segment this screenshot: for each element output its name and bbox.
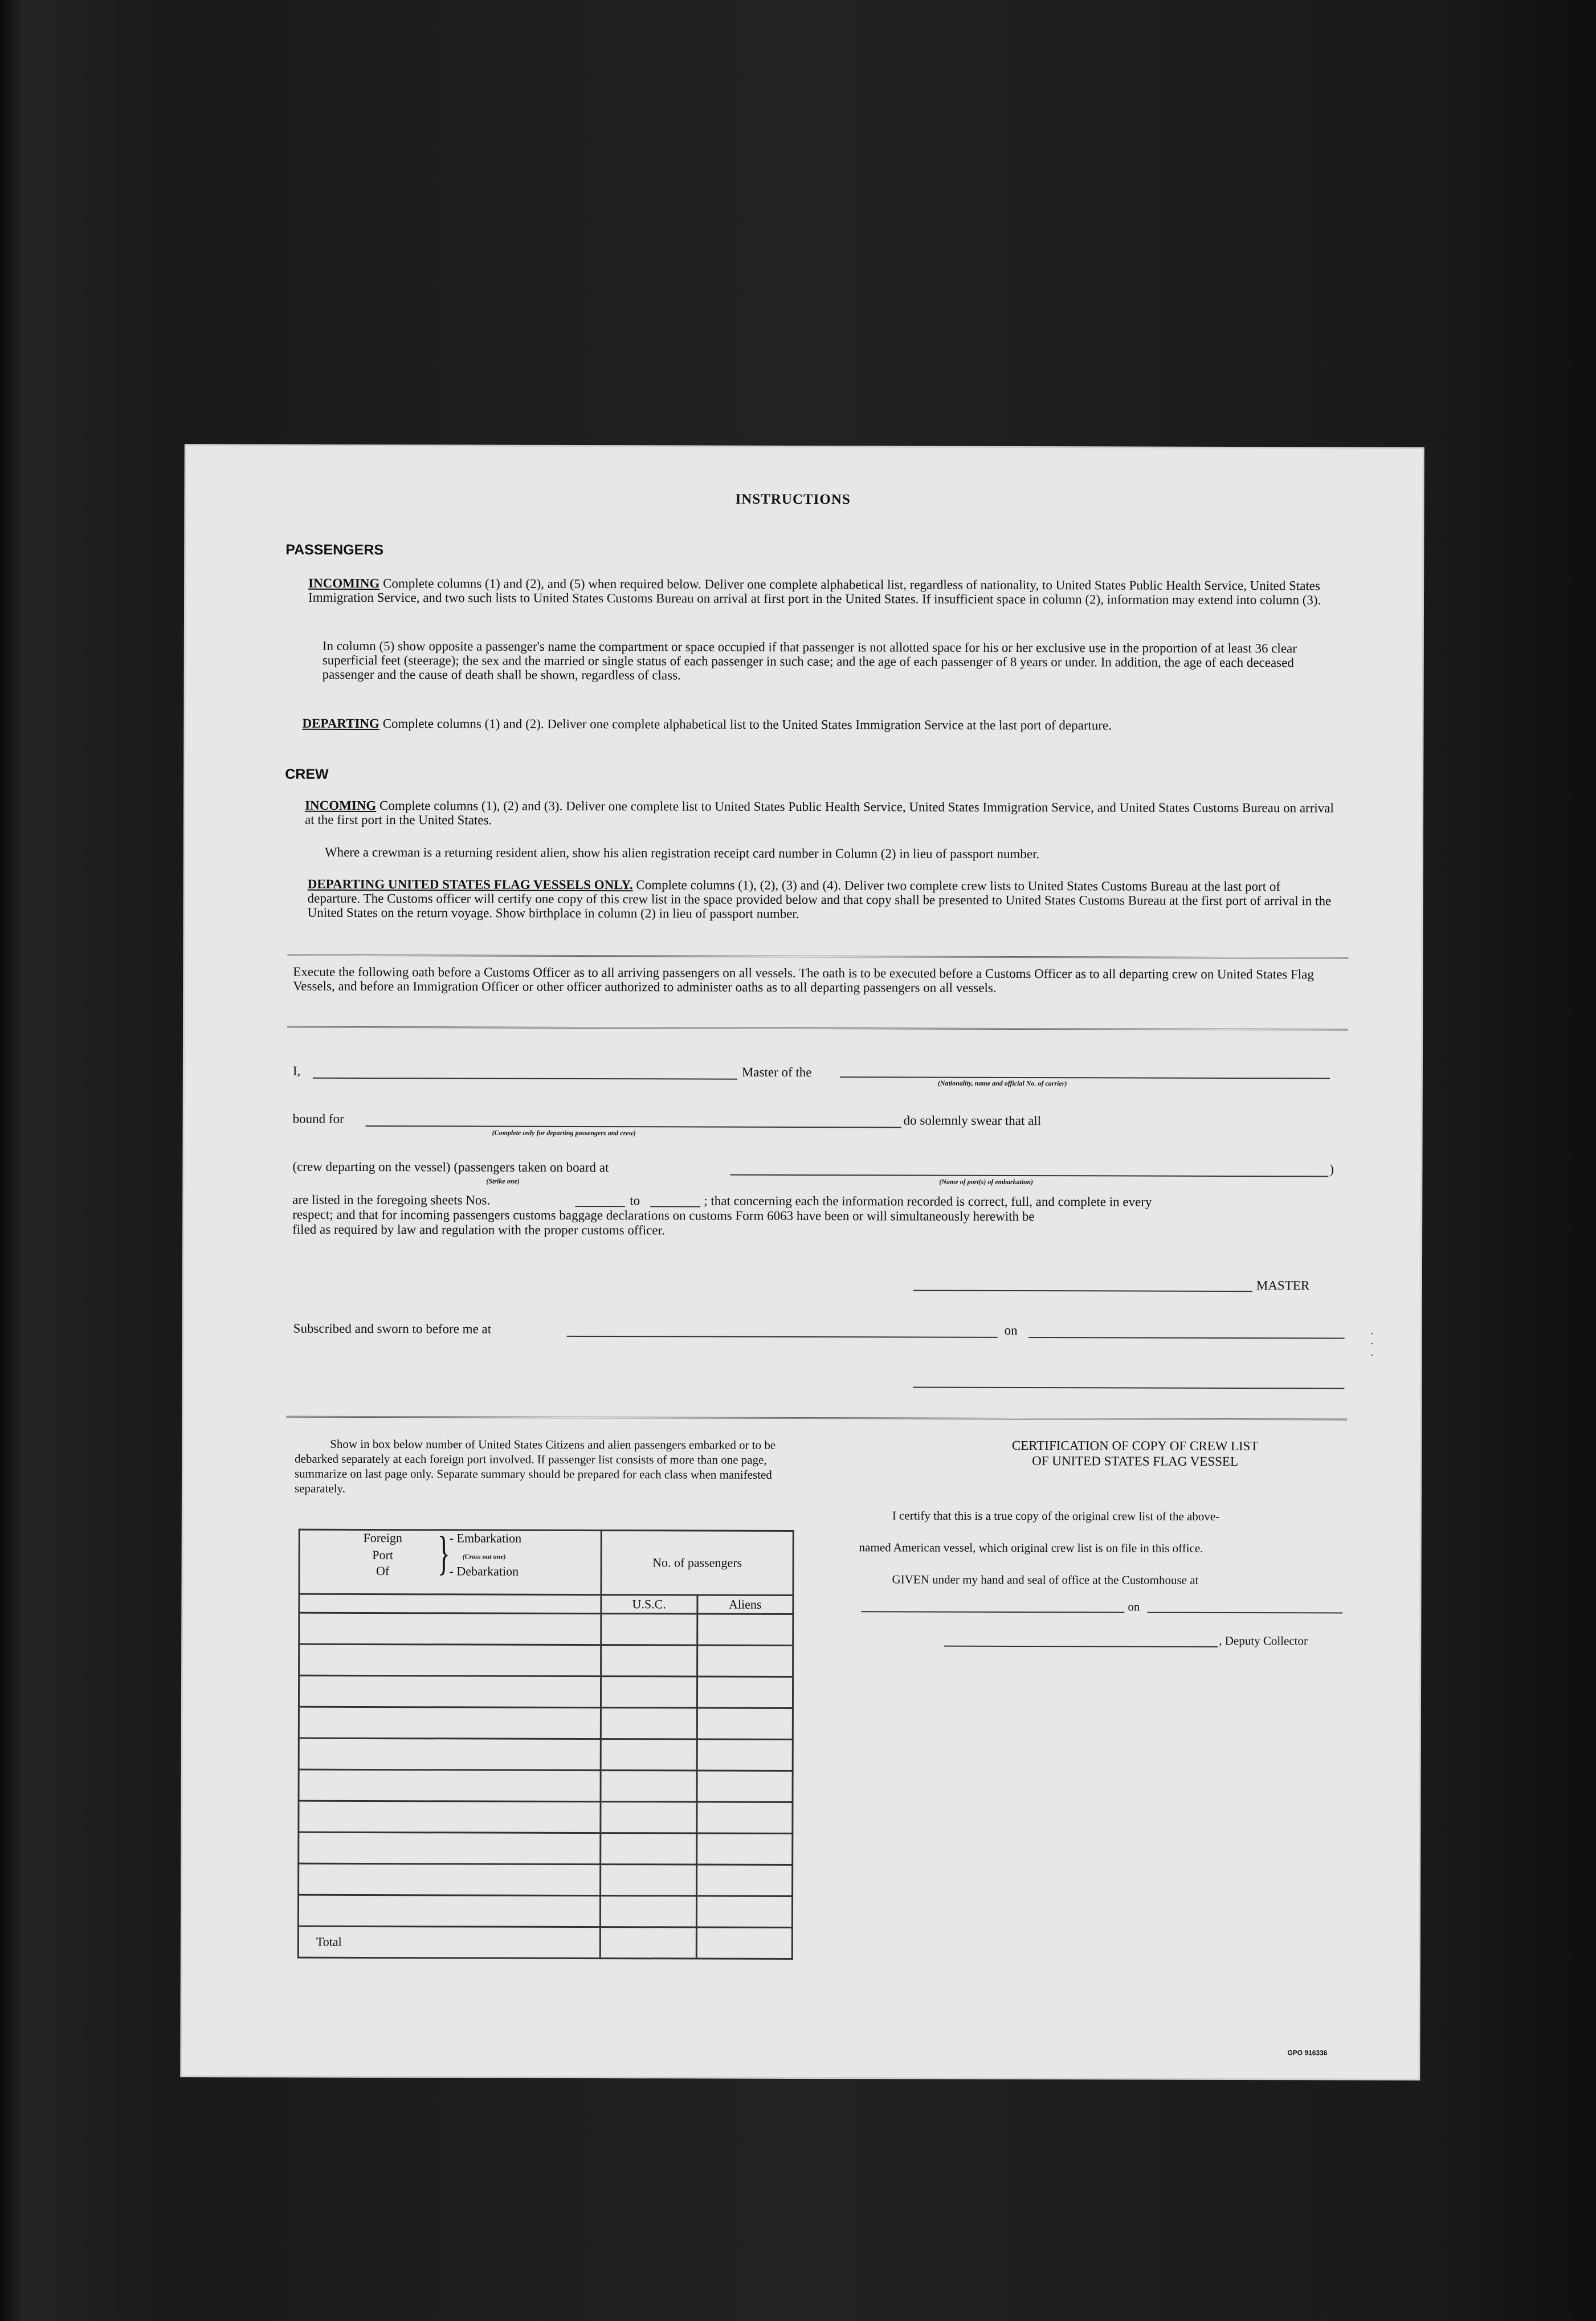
table-row <box>299 1707 793 1739</box>
divider <box>286 1416 1347 1421</box>
aliens-cell[interactable] <box>696 1802 793 1833</box>
subscribed-place-line <box>567 1336 998 1338</box>
passengers-heading: PASSENGERS <box>285 541 384 558</box>
oath-i-label: I, <box>292 1063 301 1078</box>
aliens-cell[interactable] <box>697 1645 793 1676</box>
sheets-text: are listed in the foregoing sheets Nos. <box>292 1192 491 1208</box>
sheet-from-line <box>575 1206 625 1207</box>
crew-incoming-paragraph <box>305 798 1336 830</box>
port-cell[interactable] <box>299 1644 601 1676</box>
master-of-the-label: Master of the <box>741 1064 812 1080</box>
master-name-line <box>313 1078 737 1080</box>
crew-departing-label: DEPARTING UNITED STATES FLAG VESSELS ONLY. <box>307 876 633 892</box>
usc-header: U.S.C. <box>601 1595 697 1614</box>
aliens-cell[interactable] <box>697 1708 793 1739</box>
total-label <box>298 1926 600 1958</box>
sheets-text-line3: filed as required by law and regulation with the proper customs officer. <box>292 1222 665 1238</box>
cert-date-line <box>1147 1612 1342 1614</box>
crew-heading: CREW <box>285 766 329 782</box>
master-label: MASTER <box>1256 1278 1310 1293</box>
table-row <box>299 1675 793 1708</box>
crew-incoming-label: INCOMING <box>305 798 377 813</box>
debarkation-label: - Debarkation <box>449 1564 519 1578</box>
port-cell[interactable] <box>298 1895 600 1927</box>
passengers-departing-paragraph <box>302 716 1336 733</box>
port-cell[interactable] <box>299 1707 601 1739</box>
sheet-to-line <box>650 1206 700 1207</box>
table-row <box>299 1738 793 1771</box>
aliens-cell[interactable] <box>697 1771 793 1802</box>
instructions-title: INSTRUCTIONS <box>735 491 851 508</box>
cert-on-label: on <box>1128 1600 1140 1614</box>
bound-for-line <box>366 1125 901 1128</box>
crew-departing-label: (crew departing on the vessel) (passengers taken on board at <box>292 1159 609 1175</box>
close-paren: ) <box>1329 1162 1334 1177</box>
aliens-cell[interactable] <box>696 1896 793 1927</box>
certify-line1: I certify that this is a true copy of the original crew list of the above- <box>892 1508 1220 1523</box>
port-cell[interactable] <box>299 1863 601 1895</box>
margin-mark: · <box>1370 1337 1374 1351</box>
passengers-departing-text: Complete columns (1) and (2). Deliver one complete alphabetical list to the United States Immigration Service at the last port of departure. <box>382 716 1112 733</box>
total-row <box>298 1926 792 1959</box>
subscribed-on-label: on <box>1004 1323 1018 1337</box>
table-row <box>299 1769 793 1802</box>
margin-mark: · <box>1370 1327 1374 1340</box>
divider <box>287 1026 1348 1031</box>
foreign-label: Foreign <box>363 1530 402 1545</box>
embarkation-label: - Embarkation <box>449 1531 522 1545</box>
usc-cell[interactable] <box>601 1645 697 1676</box>
port-cell[interactable] <box>299 1769 601 1801</box>
usc-cell[interactable] <box>601 1771 697 1802</box>
usc-cell[interactable] <box>601 1614 697 1645</box>
usc-cell[interactable] <box>601 1802 697 1833</box>
divider <box>287 954 1348 959</box>
embarkation-port-line <box>730 1174 1328 1177</box>
port-label: Port <box>372 1548 394 1563</box>
table-row <box>299 1863 793 1896</box>
crew-incoming-text: Complete columns (1), (2) and (3). Deliver one complete list to United States Public Health Service, United States Immigration Service, and United States Customs Bureau on arrival at the first port in the United States. <box>304 798 1334 827</box>
aliens-cell[interactable] <box>696 1833 793 1865</box>
usc-total-cell[interactable] <box>600 1927 696 1959</box>
aliens-cell[interactable] <box>696 1865 793 1896</box>
aliens-cell[interactable] <box>697 1676 793 1708</box>
subscribed-date-line <box>1028 1337 1345 1339</box>
aliens-cell[interactable] <box>697 1614 793 1645</box>
port-cell[interactable] <box>299 1832 601 1864</box>
passengers-incoming-label: INCOMING <box>308 576 380 591</box>
port-caption: (Name of port(s) of embarkation) <box>939 1177 1034 1186</box>
sheets-to-label: to <box>630 1193 640 1208</box>
cross-out-caption: (Cross out one) <box>462 1552 506 1561</box>
crew-departing-paragraph <box>308 877 1333 923</box>
foreign-port-header <box>299 1529 601 1594</box>
table-row <box>299 1832 793 1865</box>
certify-line2: named American vessel, which original crew list is on file in this office. <box>859 1540 1203 1555</box>
customhouse-line <box>861 1611 1124 1613</box>
strike-one-caption: (Strike one) <box>486 1177 520 1185</box>
nationality-caption: (Nationality, name and official No. of carrier) <box>937 1079 1067 1088</box>
master-signature-line <box>913 1290 1252 1292</box>
given-line: GIVEN under my hand and seal of office at the Customhouse at <box>892 1572 1199 1587</box>
gpo-number: GPO 916336 <box>1287 2049 1328 2057</box>
subscribed-label: Subscribed and sworn to before me at <box>293 1321 492 1336</box>
crew-departing-text: Complete columns (1), (2), (3) and (4). Deliver two complete crew lists to United States Customs Bureau at the last port of departure. The Customs officer will certify one copy of this crew list in the space provided below and that copy shall be presented to United States Customs Bureau at the first port of arrival in the United States on the return voyage. Show birthplace in column (2) in lieu of passport number. <box>307 878 1332 921</box>
complete-only-caption: (Complete only for departing passengers and crew) <box>492 1128 636 1137</box>
port-cell[interactable] <box>299 1613 601 1645</box>
summary-instructions: Show in box below number of United States Citizens and alien passengers embarked or to be debarked separately at each foreign port involved. If passenger list consists of more than one page, summarize on last page only. Separate summary should be prepared for each class when manifested separately. <box>294 1437 776 1495</box>
table-row <box>299 1644 793 1676</box>
aliens-header: Aliens <box>697 1595 793 1614</box>
certification-title-line2: OF UNITED STATES FLAG VESSEL <box>1032 1454 1239 1469</box>
total-text: Total <box>316 1934 342 1949</box>
margin-mark: · <box>1370 1349 1374 1362</box>
deputy-collector-label: , Deputy Collector <box>1219 1633 1308 1648</box>
port-cell[interactable] <box>299 1738 601 1770</box>
table-row <box>299 1801 793 1833</box>
table-row <box>298 1895 792 1927</box>
aliens-cell[interactable] <box>697 1739 793 1771</box>
swear-label: do solemnly swear that all <box>903 1113 1042 1128</box>
of-label: Of <box>375 1564 390 1578</box>
bound-for-label: bound for <box>292 1111 344 1126</box>
passengers-departing-label: DEPARTING <box>302 716 380 731</box>
usc-cell[interactable] <box>601 1676 697 1708</box>
passengers-incoming-paragraph <box>308 576 1334 607</box>
port-cell[interactable] <box>299 1801 601 1833</box>
form-sheet <box>182 446 1422 2079</box>
header-spacer <box>299 1594 601 1613</box>
officer-signature-line <box>913 1387 1344 1389</box>
aliens-total-cell[interactable] <box>696 1927 793 1959</box>
sheets-text-line2: respect; and that for incoming passengers customs baggage declarations on customs Form 6063 have been or will simultaneously herewith be <box>292 1207 1035 1224</box>
usc-cell[interactable] <box>601 1865 697 1896</box>
port-cell[interactable] <box>299 1675 601 1707</box>
oath-intro: Execute the following oath before a Customs Officer as to all arriving passengers on all vessels. The oath is to be executed before a Customs Officer as to all departing crew on United States Flag Vessels, and before an Immigration Officer or other officer authorized to administer oaths as to all departing passengers on all vessels. <box>293 964 1314 995</box>
usc-cell[interactable] <box>600 1896 696 1927</box>
crew-resident-paragraph: Where a crewman is a returning resident alien, show his alien registration receipt card number in Column (2) in lieu of passport number. <box>324 845 1040 862</box>
brace-icon: } <box>437 1527 451 1580</box>
carrier-line <box>840 1076 1330 1079</box>
usc-cell[interactable] <box>601 1739 697 1771</box>
usc-cell[interactable] <box>601 1833 697 1865</box>
deputy-signature-line <box>944 1646 1218 1647</box>
sheets-text-cont: ; that concerning each the information recorded is correct, full, and complete in every <box>704 1193 1152 1209</box>
usc-cell[interactable] <box>601 1708 697 1739</box>
passengers-column5-paragraph: In column (5) show opposite a passenger's name the compartment or space occupied if that passenger is not allotted space for his or her exclusive use in the proportion of at least 36 clear superficial feet (steerage); the sex and the married or single status of each passenger in such case; and the age of each passenger of 8 years or under. In addition, the age of each deceased passenger and the cause of death shall be shown, regardless of class. <box>322 638 1297 683</box>
passenger-summary-table <box>297 1529 794 1960</box>
certification-title-line1: CERTIFICATION OF COPY OF CREW LIST <box>1011 1438 1259 1454</box>
passengers-incoming-text: Complete columns (1) and (2), and (5) when required below. Deliver one complete alphabetical list, regardless of nationality, to United States Public Health Service, United States Immigration Service, and two such lists to United States Customs Bureau on arrival at first port in the United States. If insufficient space in column (2), information may extend into column (3). <box>308 576 1321 607</box>
table-row <box>299 1613 793 1645</box>
no-of-passengers-header: No. of passengers <box>601 1531 793 1596</box>
